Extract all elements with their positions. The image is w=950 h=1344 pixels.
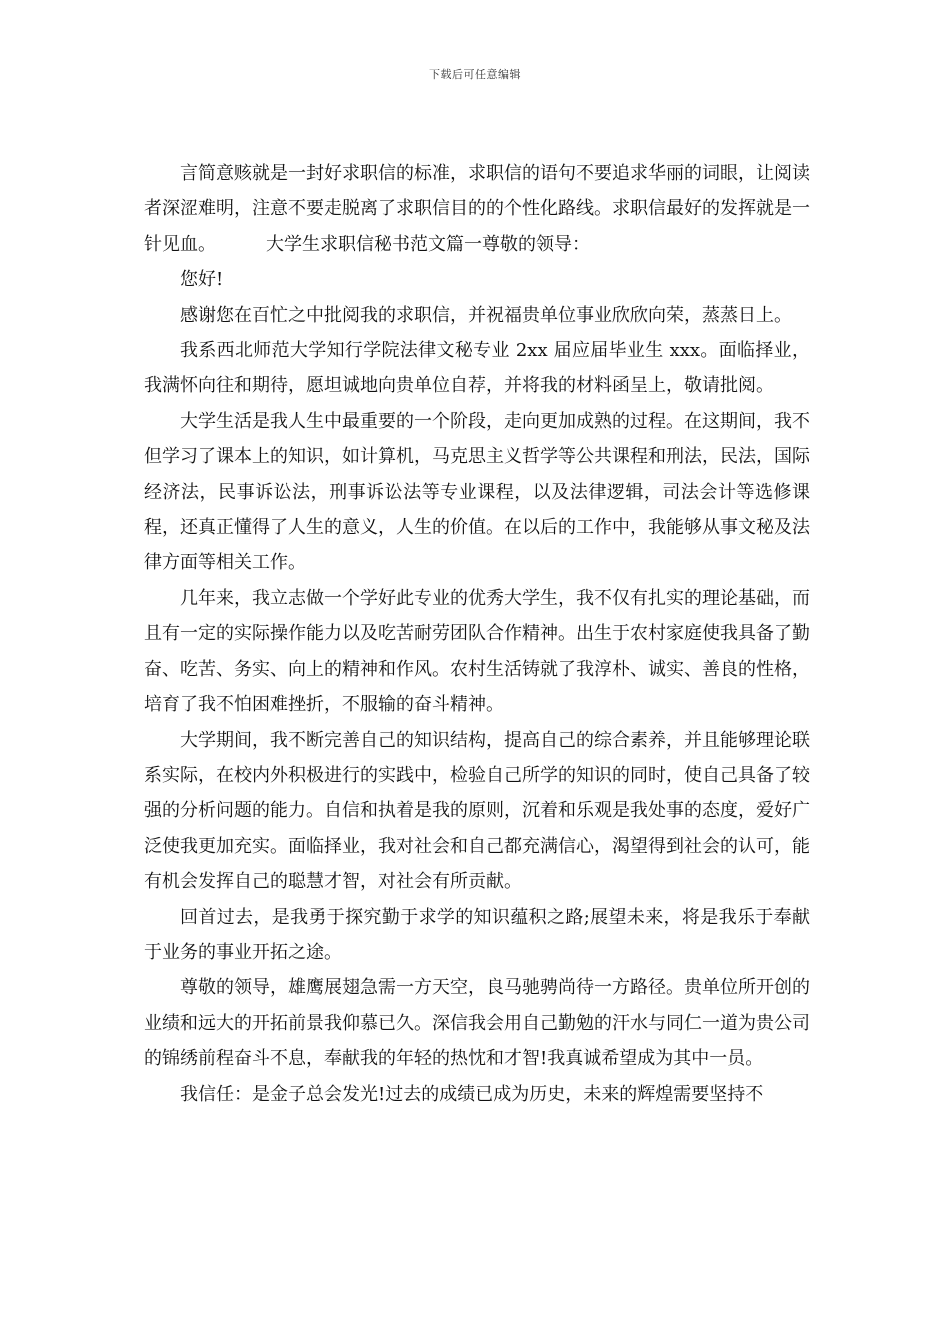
paragraph-looking-back: 回首过去，是我勇于探究勤于求学的知识蕴积之路;展望未来，将是我乐于奉献于业务的事业开拓之途。 (144, 906, 810, 963)
document-body (144, 156, 810, 1112)
letter-title: 大学生求职信秘书范文篇一尊敬的领导： (266, 233, 590, 255)
greeting: 您好! (180, 269, 224, 291)
paragraph-respected-leader: 尊敬的领导，雄鹰展翅急需一方天空，良马驰骋尚待一方路径。贵单位所开创的业绩和远大的开拓前景我仰慕已久。深信我会用自己勤勉的汗水与同仁一道为贵公司的锦绣前程奋斗不息，奉献我的年轻的热忱和才智!我真诚希望成为其中一员。 (144, 977, 810, 1070)
page-header-note: 下载后可任意编辑 (429, 68, 521, 81)
paragraph-self-intro: 我系西北师范大学知行学院法律文秘专业 2xx 届应届毕业生 xxx。面临择业，我满怀向往和期待，愿坦诚地向贵单位自荐，并将我的材料函呈上，敬请批阅。 (144, 340, 810, 397)
paragraph-thanks: 感谢您在百忙之中批阅我的求职信，并祝福贵单位事业欣欣向荣，蒸蒸日上。 (180, 304, 792, 326)
paragraph-years: 几年来，我立志做一个学好此专业的优秀大学生，我不仅有扎实的理论基础，而且有一定的实际操作能力以及吃苦耐劳团队合作精神。出生于农村家庭使我具备了勤奋、吃苦、务实、向上的精神和作风。农村生活铸就了我淳朴、诚实、善良的性格，培育了我不怕困难挫折，不服输的奋斗精神。 (144, 587, 810, 716)
intro-text: 言简意赅就是一封好求职信的标准，求职信的语句不要追求华丽的词眼，让阅读者深涩难明，注意不要走脱离了求职信目的的个性化路线。求职信最好的发挥就是一针见血。 (144, 163, 810, 255)
intro-paragraph (144, 156, 810, 262)
paragraph-university-life: 大学生活是我人生中最重要的一个阶段，走向更加成熟的过程。在这期间，我不但学习了课本上的知识，如计算机，马克思主义哲学等公共课程和刑法，民法，国际经济法，民事诉讼法，刑事诉讼法等专业课程，以及法律逻辑，司法会计等选修课程，还真正懂得了人生的意义，人生的价值。在以后的工作中，我能够从事文秘及法律方面等相关工作。 (144, 410, 810, 574)
paragraph-trust: 我信任：是金子总会发光!过去的成绩已成为历史，未来的辉煌需要坚持不 (180, 1083, 764, 1105)
paragraph-college-period: 大学期间，我不断完善自己的知识结构，提高自己的综合素养，并且能够理论联系实际，在校内外积极进行的实践中，检验自己所学的知识的同时，使自己具备了较强的分析问题的能力。自信和执着是我的原则，沉着和乐观是我处事的态度，爱好广泛使我更加充实。面临择业，我对社会和自己都充满信心，渴望得到社会的认可，能有机会发挥自己的聪慧才智，对社会有所贡献。 (144, 729, 810, 893)
